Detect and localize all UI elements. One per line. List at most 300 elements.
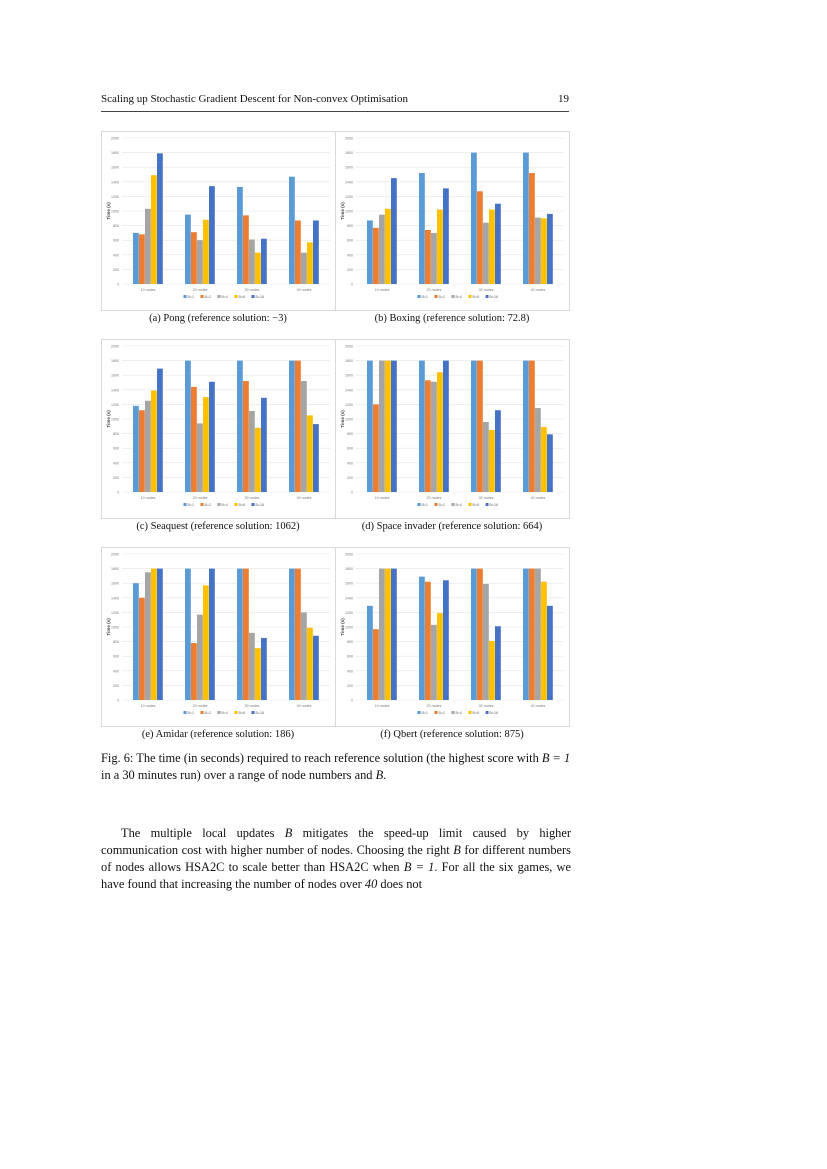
- y-tick-label: 1400: [345, 180, 353, 185]
- legend-label: B=4: [221, 503, 228, 507]
- legend-label: B=16: [489, 503, 498, 507]
- legend-label: B=4: [221, 711, 228, 715]
- legend-label: B=4: [455, 503, 462, 507]
- x-tick-label: 30 nodes: [478, 496, 494, 500]
- legend-swatch: [418, 295, 421, 298]
- y-tick-label: 200: [347, 267, 353, 272]
- y-tick-label: 800: [113, 224, 119, 229]
- bar-B8-10-nodes: [151, 391, 157, 492]
- legend-swatch: [452, 295, 455, 298]
- y-tick-label: 1600: [345, 581, 353, 586]
- x-tick-label: 10 nodes: [140, 288, 156, 292]
- x-tick-label: 30 nodes: [244, 704, 260, 708]
- bar-B4-30-nodes: [249, 411, 255, 492]
- bar-B4-30-nodes: [249, 239, 255, 284]
- bar-B1-20-nodes: [419, 361, 425, 492]
- y-tick-label: 2000: [345, 136, 353, 141]
- x-tick-label: 40 nodes: [296, 496, 312, 500]
- bar-B1-30-nodes: [471, 569, 477, 700]
- bar-B1-20-nodes: [185, 569, 191, 700]
- legend-swatch: [218, 711, 221, 714]
- legend-label: B=1: [421, 295, 428, 299]
- legend-swatch: [218, 295, 221, 298]
- y-tick-label: 1000: [111, 417, 119, 422]
- y-tick-label: 1000: [111, 209, 119, 214]
- bar-B1-40-nodes: [289, 569, 295, 700]
- legend-label: B=2: [204, 711, 211, 715]
- x-tick-label: 30 nodes: [478, 704, 494, 708]
- bar-B16-10-nodes: [391, 178, 397, 284]
- bar-B2-40-nodes: [529, 173, 535, 284]
- bar-B4-20-nodes: [197, 423, 203, 492]
- bar-B4-10-nodes: [145, 209, 151, 284]
- legend-swatch: [452, 503, 455, 506]
- bar-B8-40-nodes: [307, 628, 313, 700]
- legend-swatch: [201, 295, 204, 298]
- bar-B16-10-nodes: [157, 153, 163, 284]
- bar-B16-30-nodes: [495, 410, 501, 492]
- y-tick-label: 200: [113, 475, 119, 480]
- chart-panel-a: [101, 131, 336, 311]
- legend-label: B=2: [438, 295, 445, 299]
- bar-B8-40-nodes: [541, 218, 547, 284]
- bar-B16-10-nodes: [391, 569, 397, 700]
- bar-B16-20-nodes: [443, 361, 449, 492]
- figure-label: Fig. 6:: [101, 751, 134, 765]
- bar-B2-30-nodes: [243, 569, 249, 700]
- chart-pong: [102, 132, 335, 310]
- caption-text: .: [383, 768, 387, 782]
- y-tick-label: 1600: [111, 373, 119, 378]
- y-tick-label: 2000: [111, 136, 119, 141]
- bar-B16-40-nodes: [547, 214, 553, 284]
- y-tick-label: 600: [113, 654, 119, 659]
- bar-B2-20-nodes: [425, 582, 431, 700]
- y-tick-label: 1800: [345, 567, 353, 572]
- y-tick-label: 0: [351, 698, 353, 703]
- legend-swatch: [486, 295, 489, 298]
- bar-B4-40-nodes: [301, 253, 307, 284]
- bar-B16-30-nodes: [495, 626, 501, 700]
- bar-B1-40-nodes: [523, 153, 529, 284]
- bar-B1-10-nodes: [367, 361, 373, 492]
- x-tick-label: 40 nodes: [296, 288, 312, 292]
- x-tick-label: 20 nodes: [192, 496, 208, 500]
- bar-B1-30-nodes: [471, 361, 477, 492]
- page-number: 19: [558, 93, 569, 105]
- y-tick-label: 200: [113, 267, 119, 272]
- y-tick-label: 1800: [111, 151, 119, 156]
- bar-B8-40-nodes: [541, 582, 547, 700]
- bar-B8-10-nodes: [385, 209, 391, 284]
- bar-B16-20-nodes: [443, 580, 449, 700]
- bar-B2-40-nodes: [295, 220, 301, 284]
- chart-panel-e: [101, 547, 336, 727]
- legend-swatch: [184, 503, 187, 506]
- bar-B4-30-nodes: [483, 584, 489, 700]
- legend-label: B=4: [455, 711, 462, 715]
- y-tick-label: 600: [347, 654, 353, 659]
- legend-label: B=2: [204, 503, 211, 507]
- y-tick-label: 1600: [345, 373, 353, 378]
- bar-B4-10-nodes: [145, 572, 151, 700]
- legend-label: B=2: [438, 711, 445, 715]
- y-tick-label: 1600: [345, 165, 353, 170]
- chart-space-invader: [336, 340, 569, 518]
- y-tick-label: 2000: [111, 344, 119, 349]
- legend-swatch: [235, 711, 238, 714]
- y-axis-label: Time (s): [106, 202, 111, 220]
- x-tick-label: 10 nodes: [140, 496, 156, 500]
- y-tick-label: 400: [113, 461, 119, 466]
- chart-qbert: [336, 548, 569, 726]
- bar-B2-20-nodes: [191, 232, 197, 284]
- x-tick-label: 30 nodes: [244, 288, 260, 292]
- chart-amidar: [102, 548, 335, 726]
- legend-swatch: [218, 503, 221, 506]
- bar-B2-10-nodes: [373, 629, 379, 700]
- bar-B16-30-nodes: [261, 638, 267, 700]
- y-tick-label: 0: [117, 282, 119, 287]
- bar-B4-40-nodes: [301, 381, 307, 492]
- bar-B8-30-nodes: [489, 641, 495, 700]
- subcaption-a: (a) Pong (reference solution: −3): [149, 313, 287, 324]
- bar-B4-30-nodes: [249, 633, 255, 700]
- y-tick-label: 400: [113, 669, 119, 674]
- y-tick-label: 600: [113, 238, 119, 243]
- legend-swatch: [469, 295, 472, 298]
- running-title: Scaling up Stochastic Gradient Descent for Non-convex Optimisation: [101, 93, 409, 105]
- y-tick-label: 1800: [345, 151, 353, 156]
- x-tick-label: 20 nodes: [192, 704, 208, 708]
- legend-label: B=2: [204, 295, 211, 299]
- bar-B1-20-nodes: [185, 215, 191, 284]
- legend-swatch: [252, 711, 255, 714]
- bar-B4-20-nodes: [197, 240, 203, 284]
- y-tick-label: 1600: [111, 165, 119, 170]
- body-math: B: [284, 826, 293, 840]
- bar-B4-20-nodes: [197, 615, 203, 700]
- bar-B2-10-nodes: [373, 404, 379, 492]
- bar-B8-10-nodes: [385, 569, 391, 700]
- bar-B1-40-nodes: [523, 569, 529, 700]
- x-tick-label: 40 nodes: [530, 496, 546, 500]
- legend-label: B=8: [238, 295, 245, 299]
- y-tick-label: 2000: [111, 552, 119, 557]
- bar-B16-10-nodes: [391, 361, 397, 492]
- y-tick-label: 400: [347, 461, 353, 466]
- legend-swatch: [252, 503, 255, 506]
- legend-swatch: [418, 711, 421, 714]
- subcaption-b: (b) Boxing (reference solution: 72.8): [374, 313, 530, 324]
- bar-B1-20-nodes: [419, 577, 425, 700]
- bar-B8-30-nodes: [255, 648, 261, 700]
- bar-B8-20-nodes: [437, 210, 443, 284]
- bar-B4-30-nodes: [483, 422, 489, 492]
- body-paragraph: [101, 825, 571, 893]
- chart-boxing: [336, 132, 569, 310]
- body-math: B: [453, 843, 461, 857]
- bar-B16-20-nodes: [209, 186, 215, 284]
- x-tick-label: 10 nodes: [374, 704, 390, 708]
- x-tick-label: 20 nodes: [426, 496, 442, 500]
- bar-B8-20-nodes: [437, 613, 443, 700]
- bar-B4-40-nodes: [535, 569, 541, 700]
- legend-swatch: [469, 503, 472, 506]
- bar-B4-10-nodes: [379, 569, 385, 700]
- bar-B4-40-nodes: [535, 218, 541, 284]
- bar-B2-20-nodes: [425, 380, 431, 492]
- chart-seaquest: [102, 340, 335, 518]
- bar-B16-40-nodes: [547, 606, 553, 700]
- bar-B16-40-nodes: [547, 434, 553, 492]
- body-text: . For all the six games, we have found that increasing the number of nodes over: [101, 860, 572, 891]
- x-tick-label: 10 nodes: [374, 288, 390, 292]
- bar-B2-30-nodes: [243, 381, 249, 492]
- legend-swatch: [252, 295, 255, 298]
- y-tick-label: 600: [347, 446, 353, 451]
- bar-B16-30-nodes: [495, 204, 501, 284]
- bar-B16-20-nodes: [443, 188, 449, 284]
- y-tick-label: 1800: [111, 359, 119, 364]
- y-tick-label: 800: [347, 640, 353, 645]
- legend-label: B=8: [472, 503, 479, 507]
- y-tick-label: 1200: [345, 194, 353, 199]
- chart-panel-c: [101, 339, 336, 519]
- subcaption-f: (f) Qbert (reference solution: 875): [380, 729, 524, 740]
- body-text: does not: [377, 877, 423, 891]
- bar-B1-20-nodes: [185, 361, 191, 492]
- legend-label: B=2: [438, 503, 445, 507]
- bar-B4-10-nodes: [379, 361, 385, 492]
- bar-B16-40-nodes: [313, 424, 319, 492]
- bar-B4-10-nodes: [145, 401, 151, 492]
- legend-swatch: [201, 503, 204, 506]
- y-axis-label: Time (s): [340, 202, 345, 220]
- bar-B1-40-nodes: [289, 177, 295, 284]
- legend-swatch: [418, 503, 421, 506]
- bar-B2-20-nodes: [191, 387, 197, 492]
- bar-B2-10-nodes: [139, 598, 145, 700]
- bar-B1-30-nodes: [237, 361, 243, 492]
- bar-B8-40-nodes: [307, 415, 313, 492]
- bar-B1-10-nodes: [367, 606, 373, 700]
- y-tick-label: 1000: [111, 625, 119, 630]
- y-tick-label: 0: [117, 490, 119, 495]
- caption-text: The time (in seconds) required to reach reference solution (the highest score with: [133, 751, 542, 765]
- y-axis-label: Time (s): [340, 410, 345, 428]
- legend-label: B=8: [238, 711, 245, 715]
- body-text: mitigates the speed-up limit caused by higher communication cost with higher number of nodes. Choosing the right: [101, 826, 572, 857]
- y-tick-label: 1000: [345, 209, 353, 214]
- legend-label: B=1: [421, 503, 428, 507]
- legend-label: B=16: [489, 295, 498, 299]
- bar-B8-30-nodes: [255, 428, 261, 492]
- legend-swatch: [235, 503, 238, 506]
- bar-B8-10-nodes: [151, 569, 157, 700]
- subcaption-e: (e) Amidar (reference solution: 186): [141, 729, 295, 740]
- bar-B2-30-nodes: [477, 569, 483, 700]
- bar-B8-10-nodes: [385, 361, 391, 492]
- subcaption-c: (c) Seaquest (reference solution: 1062): [136, 521, 300, 532]
- y-tick-label: 1400: [111, 180, 119, 185]
- y-tick-label: 200: [347, 475, 353, 480]
- bar-B1-20-nodes: [419, 173, 425, 284]
- y-axis-label: Time (s): [340, 618, 345, 636]
- bar-B2-40-nodes: [529, 569, 535, 700]
- y-tick-label: 400: [113, 253, 119, 258]
- y-tick-label: 1200: [345, 610, 353, 615]
- legend-label: B=8: [472, 711, 479, 715]
- x-tick-label: 20 nodes: [426, 704, 442, 708]
- y-tick-label: 0: [117, 698, 119, 703]
- x-tick-label: 20 nodes: [426, 288, 442, 292]
- bar-B4-10-nodes: [379, 215, 385, 284]
- bar-B8-20-nodes: [437, 372, 443, 492]
- bar-B8-20-nodes: [203, 397, 209, 492]
- bar-B1-30-nodes: [237, 187, 243, 284]
- y-tick-label: 800: [347, 432, 353, 437]
- bar-B8-10-nodes: [151, 175, 157, 284]
- legend-label: B=1: [187, 295, 194, 299]
- y-tick-label: 800: [113, 432, 119, 437]
- bar-B8-20-nodes: [203, 220, 209, 284]
- y-tick-label: 800: [347, 224, 353, 229]
- figure-caption: [101, 750, 571, 784]
- bar-B2-30-nodes: [477, 191, 483, 284]
- bar-B1-30-nodes: [237, 569, 243, 700]
- legend-label: B=16: [255, 295, 264, 299]
- bar-B16-30-nodes: [261, 398, 267, 492]
- bar-B2-40-nodes: [295, 361, 301, 492]
- y-tick-label: 1400: [111, 388, 119, 393]
- bar-B2-10-nodes: [139, 234, 145, 284]
- x-tick-label: 10 nodes: [374, 496, 390, 500]
- body-math: 40: [364, 877, 378, 891]
- bar-B4-20-nodes: [431, 233, 437, 284]
- bar-B8-20-nodes: [203, 585, 209, 700]
- bar-B8-30-nodes: [489, 210, 495, 284]
- y-tick-label: 800: [113, 640, 119, 645]
- body-text: The multiple local updates: [121, 826, 285, 840]
- legend-label: B=16: [255, 503, 264, 507]
- y-axis-label: Time (s): [106, 410, 111, 428]
- y-tick-label: 2000: [345, 344, 353, 349]
- legend-label: B=4: [221, 295, 228, 299]
- x-tick-label: 30 nodes: [244, 496, 260, 500]
- bar-B16-40-nodes: [313, 636, 319, 700]
- legend-swatch: [486, 711, 489, 714]
- caption-text: in a 30 minutes run) over a range of node numbers and: [101, 768, 376, 782]
- y-tick-label: 200: [347, 683, 353, 688]
- legend-label: B=1: [187, 503, 194, 507]
- y-axis-label: Time (s): [106, 618, 111, 636]
- y-tick-label: 1200: [111, 402, 119, 407]
- y-tick-label: 0: [351, 282, 353, 287]
- x-tick-label: 30 nodes: [478, 288, 494, 292]
- bar-B1-10-nodes: [133, 583, 139, 700]
- legend-label: B=4: [455, 295, 462, 299]
- y-tick-label: 1400: [345, 388, 353, 393]
- legend-swatch: [469, 711, 472, 714]
- bar-B16-10-nodes: [157, 569, 163, 700]
- y-tick-label: 1400: [345, 596, 353, 601]
- bar-B16-40-nodes: [313, 220, 319, 284]
- legend-label: B=16: [489, 711, 498, 715]
- legend-swatch: [486, 503, 489, 506]
- body-text: for different numbers of nodes allows HSA2C to scale better than HSA2C when: [101, 843, 572, 874]
- x-tick-label: 40 nodes: [296, 704, 312, 708]
- bar-B8-30-nodes: [489, 430, 495, 492]
- y-tick-label: 1000: [345, 417, 353, 422]
- bar-B4-20-nodes: [431, 625, 437, 700]
- y-tick-label: 400: [347, 669, 353, 674]
- legend-label: B=1: [187, 711, 194, 715]
- legend-swatch: [184, 711, 187, 714]
- bar-B16-30-nodes: [261, 239, 267, 284]
- chart-panel-d: [335, 339, 570, 519]
- bar-B1-30-nodes: [471, 153, 477, 284]
- caption-math: B: [375, 768, 384, 782]
- x-tick-label: 10 nodes: [140, 704, 156, 708]
- bar-B2-40-nodes: [529, 361, 535, 492]
- bar-B2-10-nodes: [373, 228, 379, 284]
- legend-swatch: [435, 503, 438, 506]
- bar-B8-40-nodes: [307, 242, 313, 284]
- bar-B16-10-nodes: [157, 369, 163, 492]
- running-head: [101, 93, 569, 112]
- bar-B2-20-nodes: [425, 230, 431, 284]
- legend-swatch: [435, 295, 438, 298]
- bar-B1-10-nodes: [133, 233, 139, 284]
- bar-B2-30-nodes: [243, 215, 249, 284]
- legend-label: B=8: [238, 503, 245, 507]
- y-tick-label: 0: [351, 490, 353, 495]
- y-tick-label: 600: [113, 446, 119, 451]
- legend-label: B=1: [421, 711, 428, 715]
- x-tick-label: 40 nodes: [530, 704, 546, 708]
- y-tick-label: 1000: [345, 625, 353, 630]
- legend-swatch: [235, 295, 238, 298]
- y-tick-label: 1800: [111, 567, 119, 572]
- legend-swatch: [201, 711, 204, 714]
- legend-swatch: [452, 711, 455, 714]
- bar-B2-10-nodes: [139, 410, 145, 492]
- bar-B4-40-nodes: [301, 612, 307, 700]
- bar-B1-10-nodes: [133, 406, 139, 492]
- y-tick-label: 2000: [345, 552, 353, 557]
- bar-B2-20-nodes: [191, 643, 197, 700]
- y-tick-label: 1200: [111, 194, 119, 199]
- bar-B16-20-nodes: [209, 569, 215, 700]
- bar-B4-20-nodes: [431, 382, 437, 492]
- x-tick-label: 20 nodes: [192, 288, 208, 292]
- y-tick-label: 1600: [111, 581, 119, 586]
- bar-B4-40-nodes: [535, 408, 541, 492]
- legend-swatch: [184, 295, 187, 298]
- subcaption-d: (d) Space invader (reference solution: 664): [361, 521, 543, 532]
- bar-B8-30-nodes: [255, 253, 261, 284]
- y-tick-label: 1200: [345, 402, 353, 407]
- bar-B1-40-nodes: [523, 361, 529, 492]
- caption-math: B = 1: [541, 751, 571, 765]
- legend-label: B=16: [255, 711, 264, 715]
- y-tick-label: 1800: [345, 359, 353, 364]
- bar-B8-40-nodes: [541, 427, 547, 492]
- bar-B1-40-nodes: [289, 361, 295, 492]
- bar-B1-10-nodes: [367, 220, 373, 284]
- bar-B2-40-nodes: [295, 569, 301, 700]
